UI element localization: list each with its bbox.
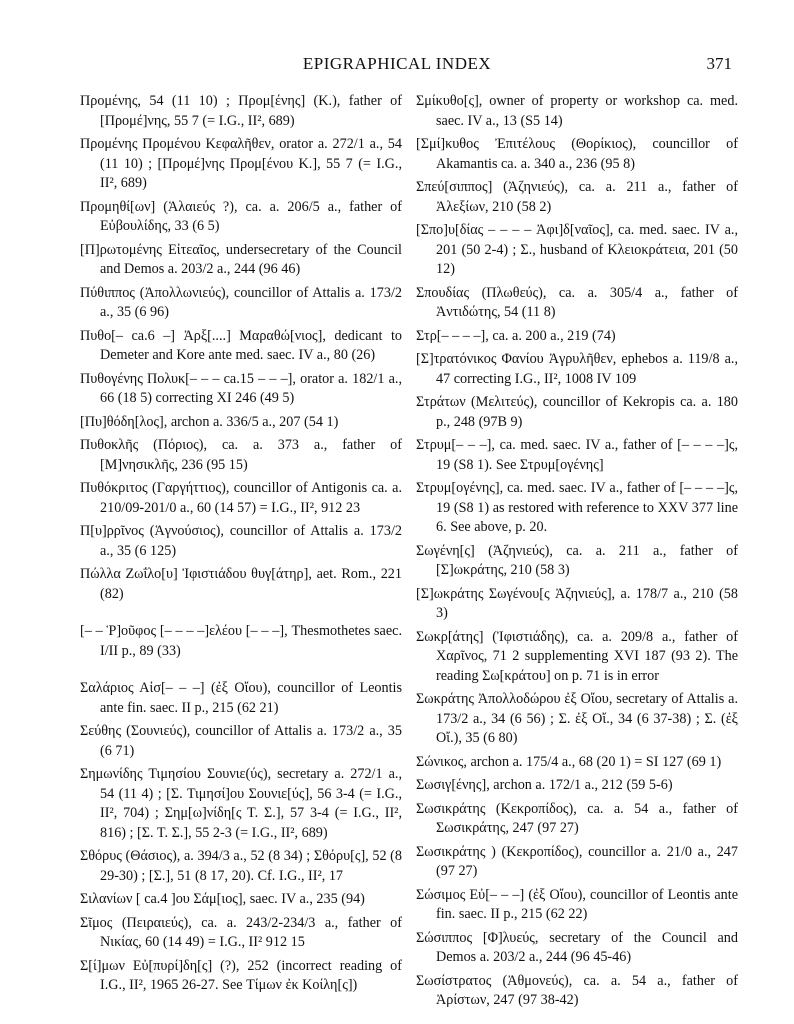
index-entry: Σωσικράτης ) (Κεκροπίδος), councillor a. 21/0 a., 247 (97 27) <box>416 843 738 879</box>
index-entry: [Σ]τρατόνικος Φανίου Ἀγρυλῆθεν, ephebos a. 119/8 a., 47 correcting I.G., II², 1008 IV 109 <box>416 351 738 387</box>
index-entry: Σώσιμος Εὐ[– – –] (ἐξ Οἴου), councillor of Leontis ante fin. saec. II p., 215 (62 22) <box>416 886 738 922</box>
index-entry: Σώνικος, archon a. 175/4 a., 68 (20 1) = SI 127 (69 1) <box>416 753 722 770</box>
index-entry: Σωσικράτης (Κεκροπίδος), ca. a. 54 a., father of Σωσικράτης, 247 (97 27) <box>416 800 738 836</box>
index-entry: Σμίκυθο[ς], owner of property or workshop ca. med. saec. IV a., 13 (S5 14) <box>416 93 738 129</box>
section-gap <box>80 665 402 679</box>
index-entry: Σαλάριος Αἰσ[– – –] (ἐξ Οἴου), councillor of Leontis ante fin. saec. II p., 215 (62 21) <box>80 680 402 716</box>
running-title: EPIGRAPHICAL INDEX <box>302 54 492 73</box>
index-entry: Σωσίστρατος (Ἀθμονεύς), ca. a. 54 a., father of Ἀρίστων, 247 (97 38-42) <box>416 972 738 1008</box>
index-entry: Προμένης Προμένου Κεφαλῆθεν, orator a. 272/1 a., 54 (11 10) ; [Προμέ]νης Προμ[ένου K.], 55 7 (= I.G., II², 689) <box>80 136 402 191</box>
index-entry: Σεύθης (Σουνιεύς), councillor of Attalis a. 173/2 a., 35 (6 71) <box>80 723 402 759</box>
index-entry: [Σ]ωκράτης Σωγένου[ς Ἀζηνιεύς], a. 178/7 a., 210 (58 3) <box>416 585 738 621</box>
index-entry: Στρυμ[– – –], ca. med. saec. IV a., father of [– – – –]ς, 19 (S8 1). See Στρυμ[ογένης] <box>416 437 738 473</box>
index-entry: Πυθογένης Πολυκ[– – – ca.15 – – –], orator a. 182/1 a., 66 (18 5) correcting XI 246 (49 5) <box>80 370 402 406</box>
index-entry: Στράτων (Μελιτεύς), councillor of Kekropis ca. a. 180 p., 248 (97B 9) <box>416 394 738 430</box>
index-entry: Πυθόκριτος (Γαργήττιος), councillor of Antigonis ca. a. 210/09-201/0 a., 60 (14 57) = I.G., II², 912 23 <box>80 480 402 516</box>
index-entry: Στρυμ[ογένης], ca. med. saec. IV a., father of [– – – –]ς, 19 (S8 1) as restored with reference to XXV 377 line 6. See above, p. 20. <box>416 480 738 535</box>
index-entry: Σωγένη[ς] (Ἀζηνιεύς), ca. a. 211 a., father of [Σ]ωκράτης, 210 (58 3) <box>416 542 738 578</box>
index-entry: Σωκράτης Ἀπολλοδώρου ἐξ Οἴου, secretary of Attalis a. 173/2 a., 34 (6 56) ; Σ. ἐξ Οἴ., 34 (6 37-38) ; Σ. (ἐξ Οἴ.), 35 (6 80) <box>416 691 738 746</box>
left-column <box>80 92 402 1000</box>
index-entry: Σημωνίδης Τιμησίου Σουνιε(ύς), secretary a. 272/1 a., 54 (11 4) ; [Σ. Τιμησί]ου Σουνιε[ύς], 56 3-4 (= I.G., II², 704) ; Σημ[ω]νίδη[ς Τ. Σ.], 57 3-4 (= I.G., II², 816) ; [Σ. Τ. Σ.], 55 2-3 (= I.G., II², 689) <box>80 766 402 841</box>
index-entry: [Π]ρωτομένης Εἰτεαῖος, undersecretary of the Council and Demos a. 203/2 a., 244 (96 46) <box>80 241 402 277</box>
index-entry: [Πυ]θόδη[λος], archon a. 336/5 a., 207 (54 1) <box>80 413 339 430</box>
index-entry: Σωσιγ[ένης], archon a. 172/1 a., 212 (59 5-6) <box>416 777 673 793</box>
right-column <box>416 92 738 1015</box>
index-entry: Σωκρ[άτης] (Ἰφιστιάδης), ca. a. 209/8 a., father of Χαρῖνος, 71 2 supplementing XVI 187 (93 2). The reading Σω[κράτου] on p. 71 is in error <box>416 628 738 684</box>
index-entry: Πυθο[– ca.6 –] Ἀρξ[....] Μαραθώ[νιος], dedicant to Demeter and Kore ante med. saec. IV a., 80 (26) <box>80 327 402 363</box>
index-entry: Σπουδίας (Πλωθεύς), ca. a. 305/4 a., father of Ἀντιδώτης, 54 (11 8) <box>416 284 738 320</box>
index-entry: Σ[ί]μων Εὐ[πυρί]δη[ς] (?), 252 (incorrect reading of I.G., II², 1965 26-27. See Τίμων ἐκ Κοίλη[ς]) <box>80 957 402 993</box>
index-entry: Πύθιππος (Ἀπολλωνιεύς), councillor of Attalis a. 173/2 a., 35 (6 96) <box>80 284 402 320</box>
index-entry: Π[υ]ρρῖνος (Ἁγνούσιος), councillor of Attalis a. 173/2 a., 35 (6 125) <box>80 523 402 559</box>
index-entry: Σθόρυς (Θάσιος), a. 394/3 a., 52 (8 34) ; Σθόρυ[ς], 52 (8 29-30) ; [Σ.], 51 (8 17, 20). Cf. I.G., II², 17 <box>80 848 402 884</box>
index-entry: Σπεύ[σιππος] (Ἀζηνιεύς), ca. a. 211 a., father of Ἀλεξίων, 210 (58 2) <box>416 179 738 215</box>
index-entry: Προμηθί[ων] (Ἁλαιεύς ?), ca. a. 206/5 a., father of Εὐβουλίδης, 33 (6 5) <box>80 198 402 234</box>
index-entry: Πυθοκλῆς (Πόριος), ca. a. 373 a., father of [Μ]νησικλῆς, 236 (95 15) <box>80 437 402 473</box>
index-entry: Σῖμος (Πειραιεύς), ca. a. 243/2-234/3 a., father of Νικίας, 60 (14 49) = I.G., II² 912 15 <box>80 914 402 950</box>
section-gap <box>80 608 402 622</box>
index-entry: Σιλανίων [ ca.4 ]ου Σάμ[ιος], saec. IV a., 235 (94) <box>80 891 365 907</box>
index-entry: [Σπο]υ[δίας – – – – Ἀφι]δ[ναῖος], ca. med. saec. IV a., 201 (50 2-4) ; Σ., husband of Κλειοκράτεια, 201 (50 12) <box>416 222 738 277</box>
index-entry: Στρ[– – – –], ca. a. 200 a., 219 (74) <box>416 327 616 344</box>
page-number: 371 <box>706 54 732 73</box>
index-entry: [Σμί]κυθος Ἐπιτέλους (Θορίκιος), councillor of Akamantis ca. a. 340 a., 236 (95 8) <box>416 136 738 172</box>
index-entry: Προμένης, 54 (11 10) ; Προμ[ένης] (K.), father of [Προμέ]νης, 55 7 (= I.G., II², 689) <box>80 93 402 129</box>
index-entry: Πώλλα Ζωΐλο[υ] Ἰφιστιάδου θυγ[άτηρ], aet. Rom., 221 (82) <box>80 566 402 602</box>
index-entry: [– – Ῥ]οῦφος [– – – –]ελέου [– – –], Thesmothetes saec. I/II p., 89 (33) <box>80 623 402 659</box>
index-entry: Σώσιππος [Φ]λυεύς, secretary of the Council and Demos a. 203/2 a., 244 (96 45-46) <box>416 929 738 965</box>
page-header <box>0 54 794 78</box>
